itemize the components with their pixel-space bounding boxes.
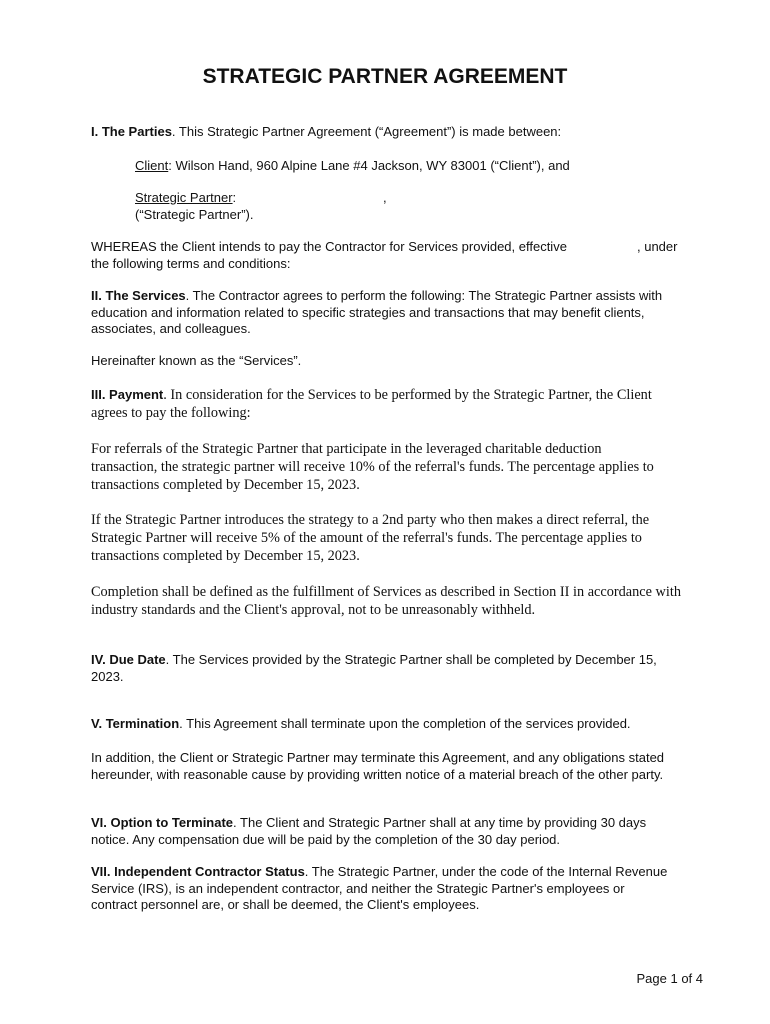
parties-paragraph <box>91 124 691 141</box>
termination-para2: In addition, the Client or Strategic Partner may terminate this Agreement, and any obligations stated hereunder, with reasonable cause by providing written notice of a material breach of the other party. <box>91 750 665 782</box>
payment-para1: For referrals of the Strategic Partner that participate in the leveraged charitable deduction transaction, the strategic partner will receive 10% of the referral's funds. The percentage applies to transactions completed by December 15, 2023. <box>91 441 654 493</box>
due-date-paragraph <box>91 652 691 685</box>
option-to-terminate-text: . The Client and Strategic Partner shall at any time by providing 30 days notice. Any compensation due will be paid by the completion of the 30 day period. <box>91 815 647 847</box>
whereas-line2: the following terms and conditions: <box>91 255 291 271</box>
payment-heading: III. Payment <box>91 387 164 402</box>
payment-text: . In consideration for the Services to be performed by the Strategic Partner, the Client agrees to pay the following: <box>91 387 652 421</box>
partner-colon: : <box>232 190 237 205</box>
due-date-heading: IV. Due Date <box>91 652 166 667</box>
whereas-blank-tail: , under <box>637 239 678 254</box>
services-hereinafter: Hereinafter known as the “Services”. <box>91 353 302 368</box>
payment-para3: Completion shall be defined as the fulfillment of Services as described in Section II in accordance with industry standards and the Client's approval, not to be unreasonably withheld. <box>91 584 681 618</box>
partner-suffix: (“Strategic Partner”). <box>135 206 254 222</box>
parties-text: . This Strategic Partner Agreement (“Agreement”) is made between: <box>171 124 562 139</box>
partner-label: Strategic Partner <box>135 190 233 205</box>
services-paragraph <box>91 288 681 338</box>
document-title: STRATEGIC PARTNER AGREEMENT <box>202 65 568 88</box>
whereas-paragraph <box>91 239 691 272</box>
services-text: . The Contractor agrees to perform the following: The Strategic Partner assists with education and information related to specific strategies and transactions that may benefit clients, associates, and colleagues. <box>91 288 663 336</box>
due-date-text: . The Services provided by the Strategic Partner shall be completed by December 15, 2023. <box>91 652 657 684</box>
payment-paragraph <box>91 386 661 422</box>
page-number: Page 1 of 4 <box>636 971 703 986</box>
whereas-line1: WHEREAS the Client intends to pay the Contractor for Services provided, effective <box>91 239 567 254</box>
client-line <box>135 158 695 175</box>
independent-contractor-heading: VII. Independent Contractor Status <box>91 864 305 879</box>
parties-heading: I. The Parties <box>91 124 172 139</box>
client-label: Client <box>135 158 169 173</box>
termination-text: . This Agreement shall terminate upon the completion of the services provided. <box>179 716 631 731</box>
option-to-terminate-heading: VI. Option to Terminate <box>91 815 234 830</box>
client-details: : Wilson Hand, 960 Alpine Lane #4 Jackson, WY 83001 (“Client”), and <box>168 158 570 173</box>
termination-paragraph <box>91 716 691 733</box>
partner-comma: , <box>383 190 387 205</box>
partner-block <box>135 190 695 224</box>
payment-para2: If the Strategic Partner introduces the strategy to a 2nd party who then makes a direct referral, the Strategic Partner will receive 5% of the amount of the referral's funds. The percentage applies to transactions completed by December 15, 2023. <box>91 512 650 564</box>
option-to-terminate-paragraph <box>91 815 671 848</box>
independent-contractor-paragraph <box>91 864 671 914</box>
services-heading: II. The Services <box>91 288 186 303</box>
independent-contractor-text: . The Strategic Partner, under the code of the Internal Revenue Service (IRS), is an independent contractor, and neither the Strategic Partner's employees or contract personnel are, or shall be deemed, the Client's employees. <box>91 864 668 912</box>
termination-heading: V. Termination <box>91 716 180 731</box>
